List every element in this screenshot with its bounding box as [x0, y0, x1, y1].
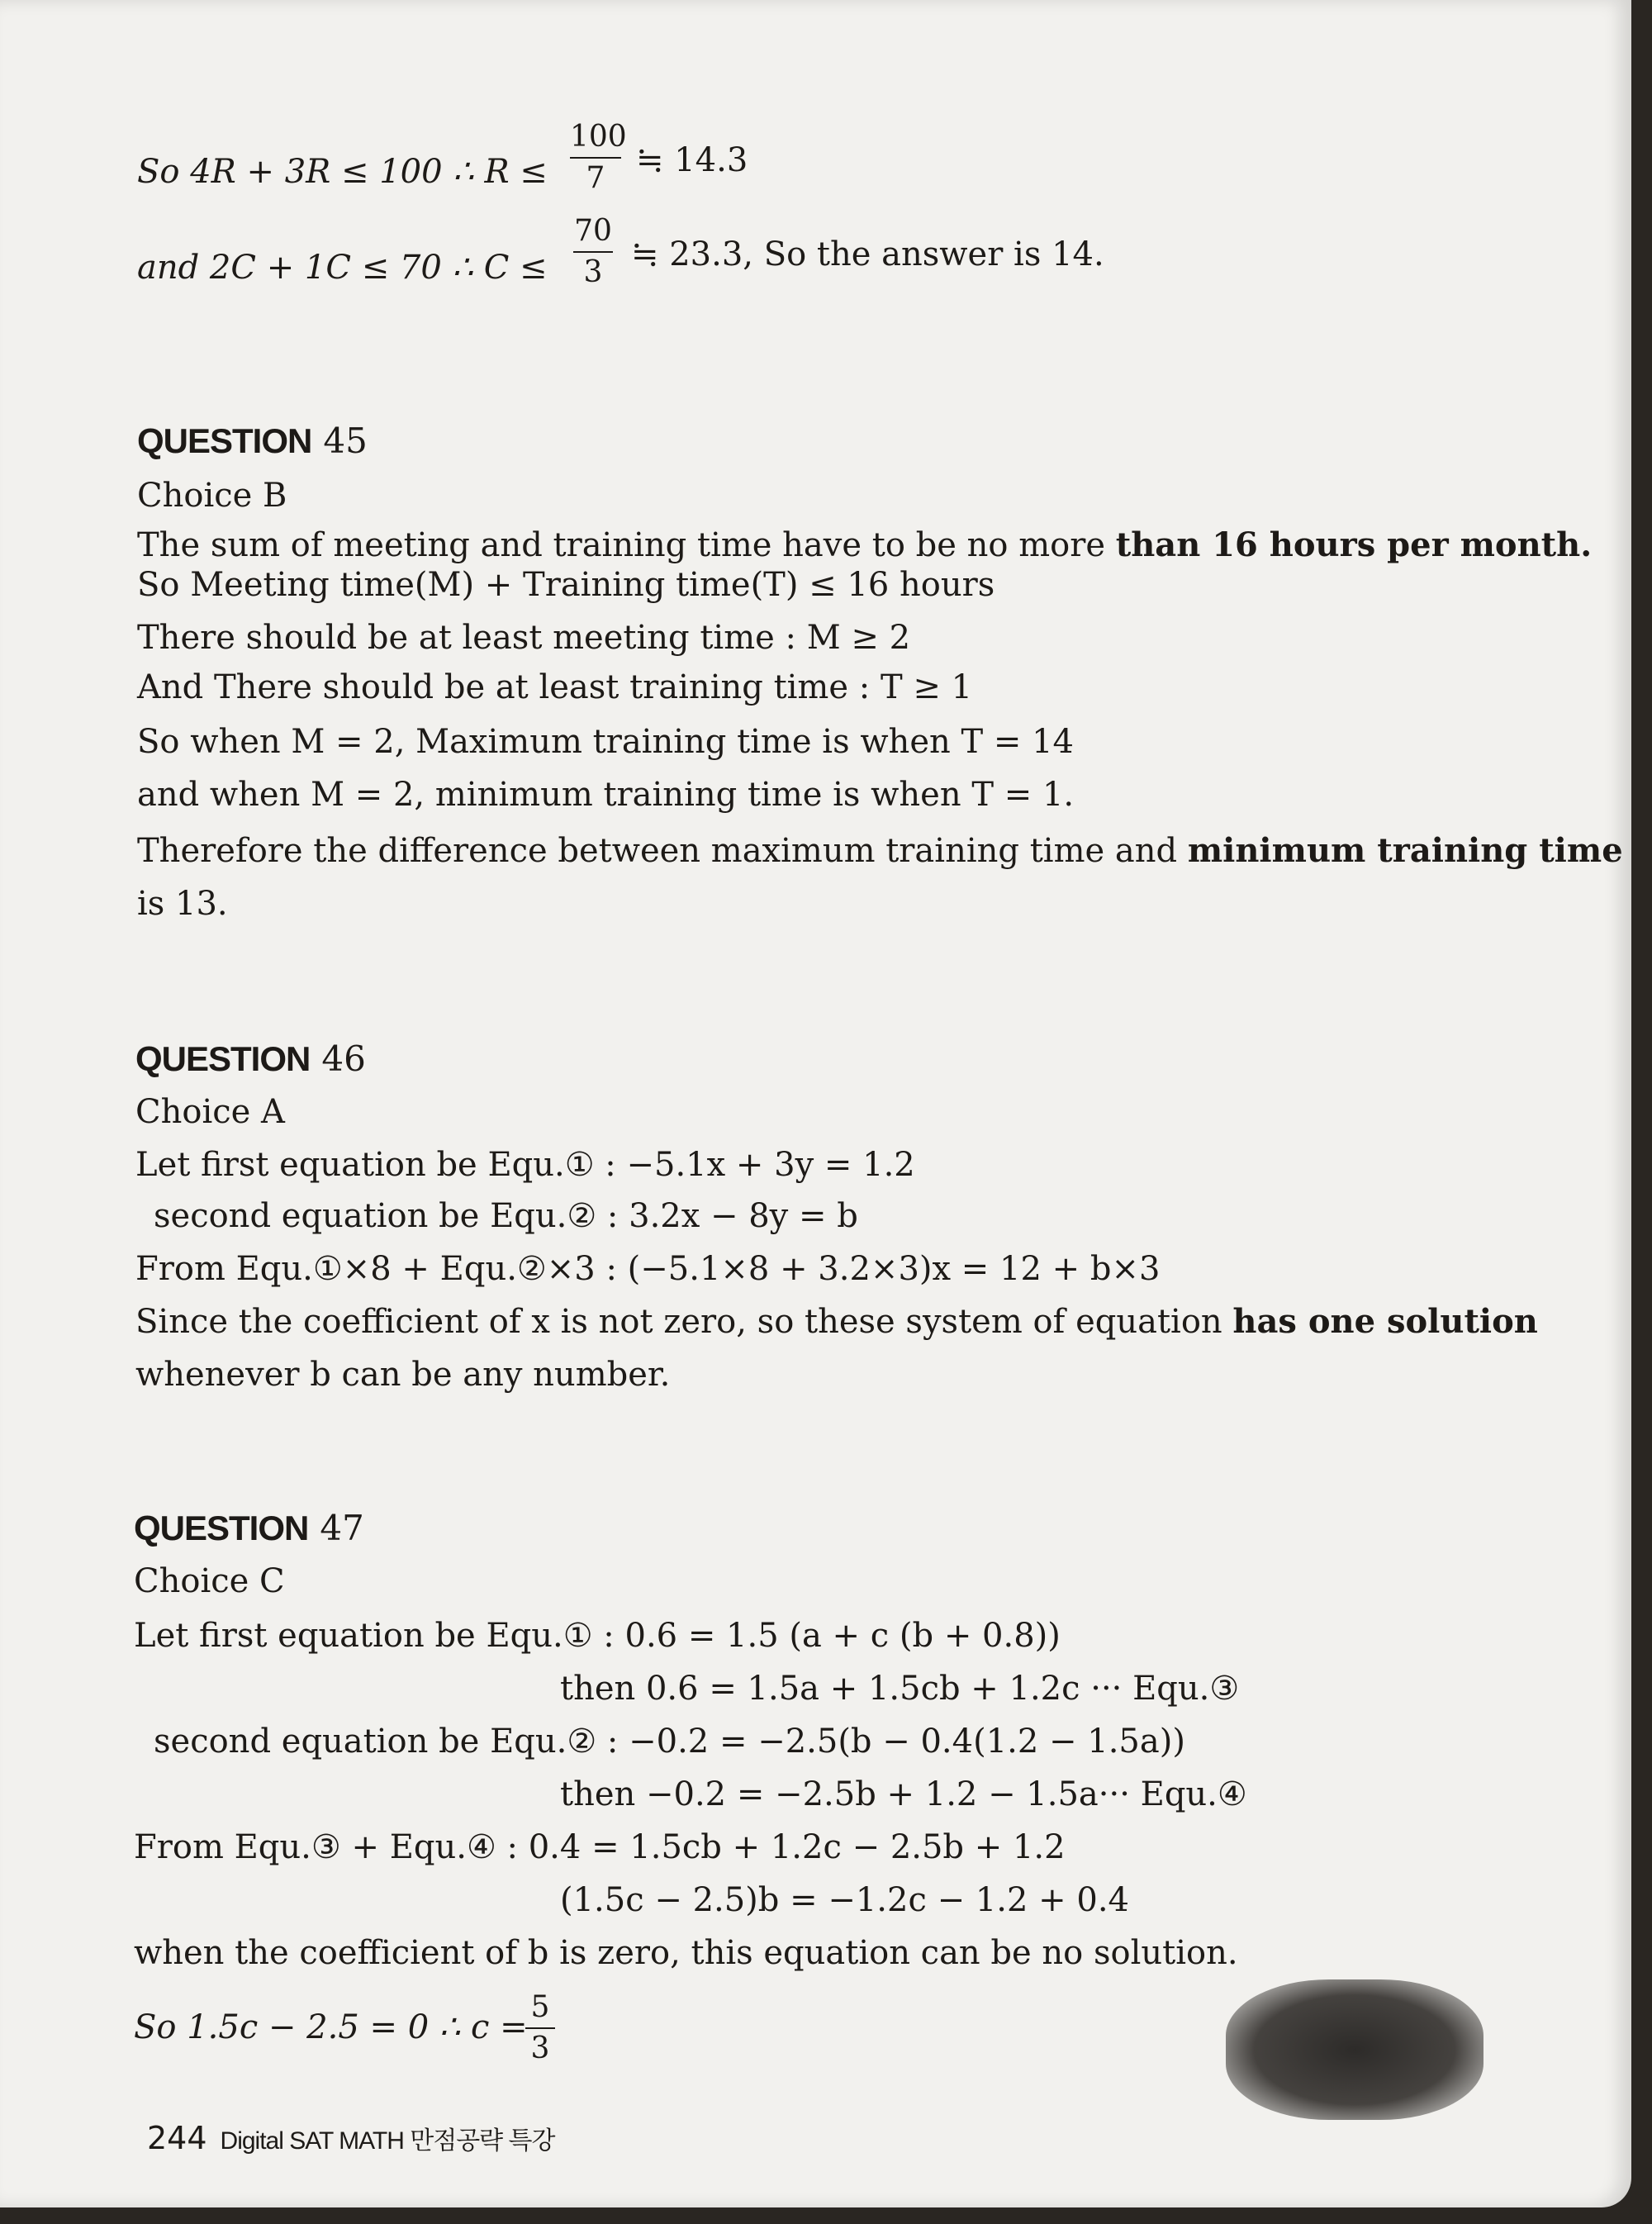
fraction-bar [573, 251, 613, 253]
fraction-numerator: 100 [570, 120, 627, 154]
q46-line-1: Let first equation be Equ.① : −5.1x + 3y = 1.2 [135, 1146, 915, 1184]
fraction-100-over-7 [570, 120, 627, 195]
question-number: 45 [323, 421, 368, 461]
fraction-denominator: 3 [530, 2032, 550, 2065]
question-number: 47 [320, 1508, 364, 1548]
q46-bold-text: has one solution [1232, 1302, 1538, 1341]
q45-line-1 [137, 525, 1592, 565]
question-47-choice: Choice C [134, 1562, 285, 1600]
q45-line-7 [137, 831, 1623, 871]
fraction-bar [570, 157, 621, 159]
fraction-numerator: 70 [574, 214, 612, 248]
question-label: QUESTION [134, 1509, 309, 1547]
q47-line-1: Let first equation be Equ.① : 0.6 = 1.5 (a + c (b + 0.8)) [134, 1617, 1061, 1655]
prev-solution-line-2 [137, 248, 548, 288]
q47-line-7: when the coefficient of b is zero, this equation can be no solution. [134, 1934, 1238, 1972]
q47-line-2: then 0.6 = 1.5a + 1.5cb + 1.2c ··· Equ.③ [560, 1670, 1240, 1708]
question-45-choice: Choice B [137, 477, 287, 515]
question-number: 46 [321, 1038, 366, 1079]
fraction-5-over-3 [525, 1991, 555, 2065]
question-label: QUESTION [135, 1039, 311, 1078]
q45-line-8: is 13. [137, 885, 228, 923]
q46-line-3: From Equ.①×8 + Equ.②×3 : (−5.1×8 + 3.2×3)x = 12 + b×3 [135, 1250, 1161, 1288]
q46-line-5: whenever b can be any number. [135, 1356, 671, 1394]
q45-bold-text: minimum training time [1187, 831, 1623, 870]
q47-line-8 [134, 2008, 528, 2047]
q46-line-4 [135, 1302, 1538, 1342]
q47-line-3: second equation be Equ.② : −0.2 = −2.5(b − 0.4(1.2 − 1.5a)) [154, 1723, 1185, 1761]
fraction-denominator: 3 [583, 255, 603, 289]
q47-line-5: From Equ.③ + Equ.④ : 0.4 = 1.5cb + 1.2c − 2.5b + 1.2 [134, 1828, 1066, 1866]
prev-solution-approx-2 [631, 235, 1104, 274]
thumb-smudge [1226, 1979, 1483, 2120]
q47-line-4: then −0.2 = −2.5b + 1.2 − 1.5a··· Equ.④ [560, 1775, 1247, 1813]
fraction-70-over-3 [573, 215, 613, 289]
question-45-heading [137, 421, 368, 461]
fraction-denominator: 7 [586, 161, 605, 195]
fraction-bar [525, 2027, 555, 2029]
c-solution: So 1.5c − 2.5 = 0 ∴ c = [134, 2008, 528, 2046]
question-47-heading [134, 1509, 364, 1548]
inequality-r: So 4R + 3R ≤ 100 ∴ R ≤ [137, 153, 548, 191]
q45-line-3: There should be at least meeting time : M ≥ 2 [137, 619, 911, 657]
question-46-choice: Choice A [135, 1093, 285, 1131]
q45-line-2: So Meeting time(M) + Training time(T) ≤ 16 hours [137, 566, 995, 604]
q47-line-6: (1.5c − 2.5)b = −1.2c − 1.2 + 0.4 [560, 1881, 1129, 1919]
book-title: Digital SAT MATH 만점공략 특강 [220, 2127, 555, 2155]
approx-value: ≒ 14.3 [636, 141, 748, 179]
q45-line-4: And There should be at least training time : T ≥ 1 [137, 668, 973, 706]
q46-text: Since the coefficient of x is not zero, so these system of equation [135, 1303, 1222, 1341]
q45-text: The sum of meeting and training time have to be no more [137, 526, 1105, 564]
fraction-numerator: 5 [530, 1990, 550, 2024]
page-footer [147, 2120, 554, 2156]
q45-line-6: and when M = 2, minimum training time is when T = 1. [137, 776, 1075, 814]
q45-line-5: So when M = 2, Maximum training time is when T = 14 [137, 723, 1074, 761]
page-number: 244 [147, 2120, 207, 2156]
q45-bold-text: than 16 hours per month. [1115, 525, 1593, 564]
prev-solution-approx-1 [636, 140, 748, 180]
q46-line-2: second equation be Equ.② : 3.2x − 8y = b [154, 1197, 858, 1235]
prev-solution-line-1 [137, 152, 548, 192]
answer-sentence: ≒ 23.3, So the answer is 14. [631, 235, 1104, 273]
question-46-heading [135, 1039, 366, 1079]
q45-text: Therefore the difference between maximum training time and [137, 832, 1178, 870]
question-label: QUESTION [137, 421, 312, 460]
inequality-c: and 2C + 1C ≤ 70 ∴ C ≤ [137, 249, 548, 287]
